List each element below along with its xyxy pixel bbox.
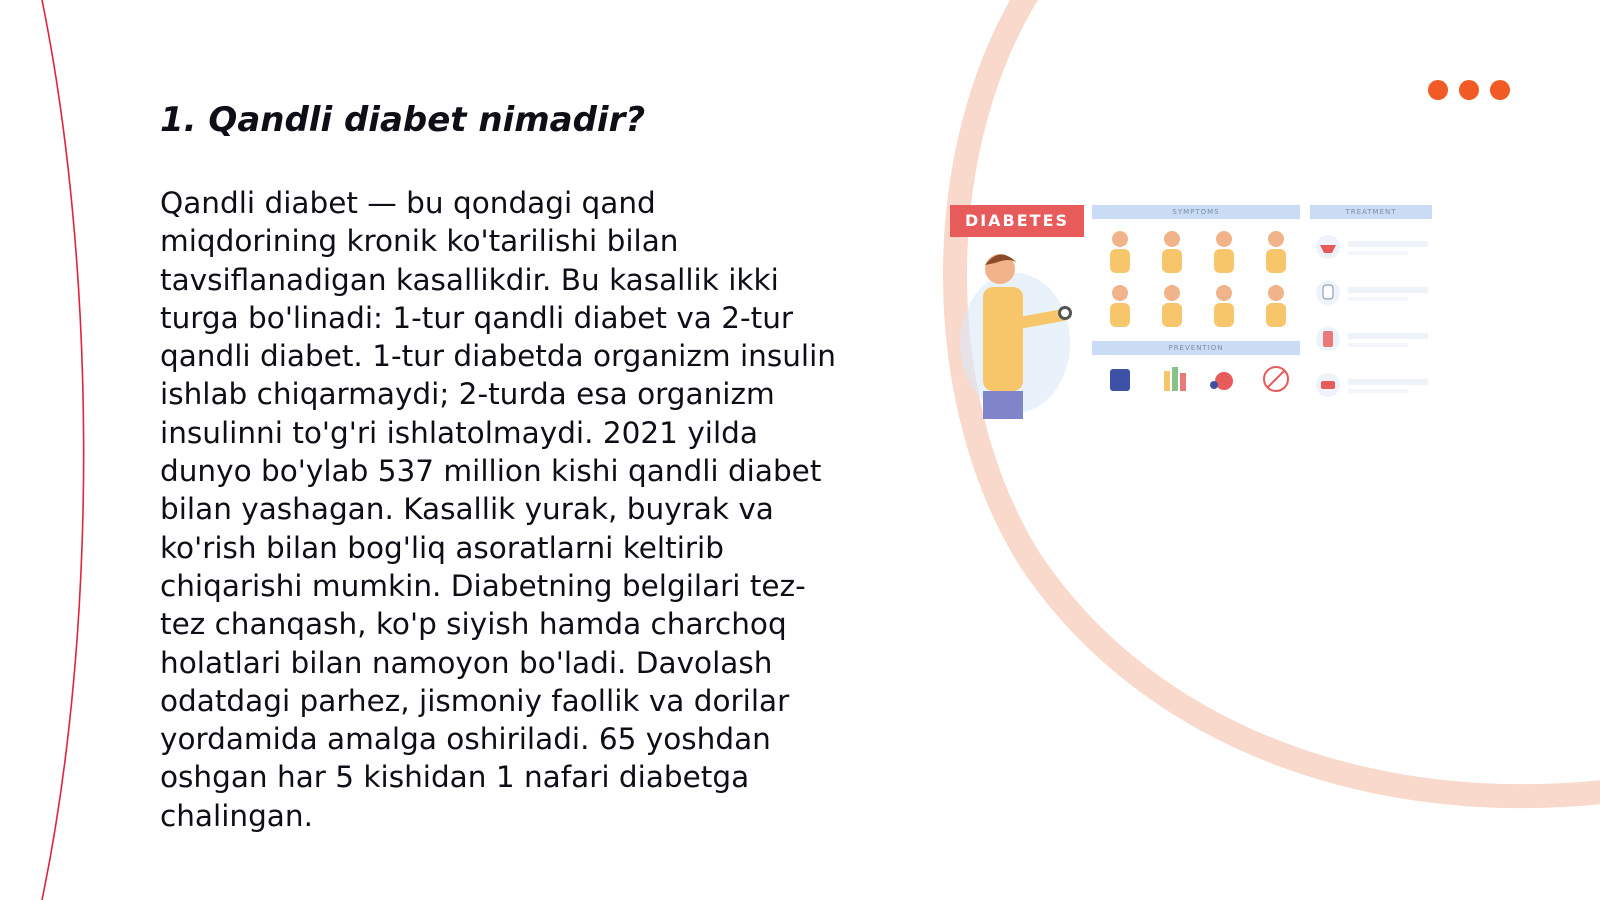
diabetes-infographic-image [950,205,1440,425]
symptoms-header: SYMPTOMS [1092,205,1300,219]
prevention-header: PREVENTION [1092,341,1300,355]
dot-icon [1428,80,1448,100]
slide-title: 1. Qandli diabet nimadir? [160,100,646,140]
dot-icon [1490,80,1510,100]
treatment-header: TREATMENT [1310,205,1432,219]
left-accent-line [42,0,84,900]
symptom-figures [1092,223,1302,333]
menu-dots-icon [1428,80,1510,100]
prevention-icons [1092,361,1302,411]
slide-body-text: Qandli diabet — bu qondagi qand miqdorining kronik ko'tarilishi bilan tavsiflanadigan kasallikdir. Bu kasallik ikki turga bo'linadi: 1-tur qandli diabet va 2-tur qandli diabet. 1-tur diabetda organizm insulin ishlab chiqarmaydi; 2-turda esa organizm insulinni to'g'ri ishlatolmaydi. 2021 yilda dunyo bo'ylab 537 million kishi qandli diabet bilan yashagan. Kasallik yurak, buyrak va ko'rish bilan bog'liq asoratlarni keltirib chiqarishi mumkin. Diabetning belgilari tez-tez chanqash, ko'p siyish hamda charchoq holatlari bilan namoyon bo'ladi. Davolash odatdagi parhez, jismoniy faollik va dorilar yordamida amalga oshiriladi. 65 yoshdan oshgan har 5 kishidan 1 nafari diabetga chalingan. [160,186,836,833]
dot-icon [1459,80,1479,100]
treatment-list [1310,223,1434,423]
person-illustration [955,243,1085,423]
infographic-title: DIABETES [950,205,1084,237]
